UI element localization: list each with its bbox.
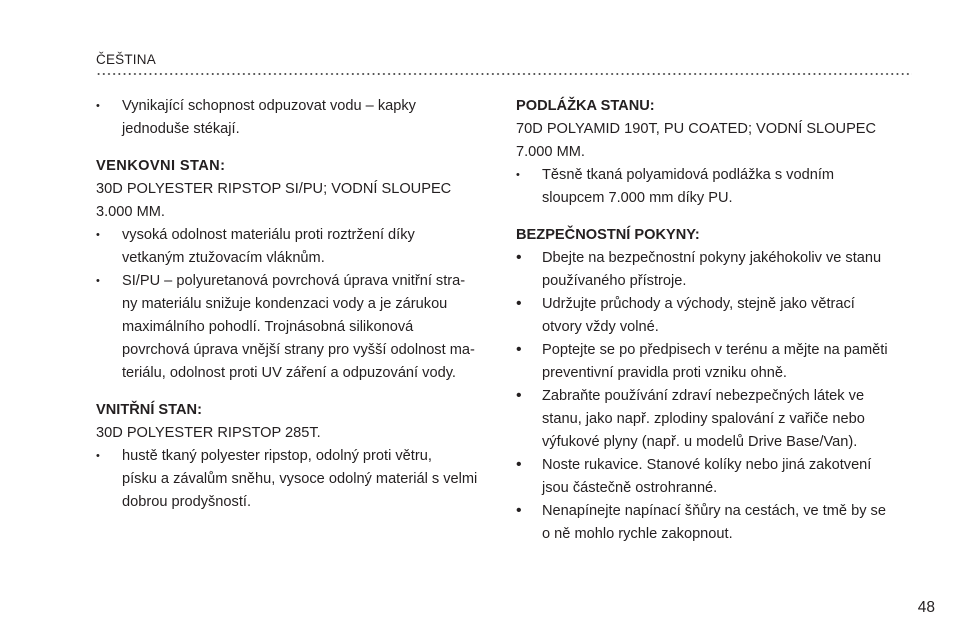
list-item-line: stanu, jako např. zplodiny spalování z vařiče nebo — [542, 411, 865, 427]
bullet-marker: • — [96, 450, 100, 462]
list-item-line: používaného přístroje. — [542, 273, 687, 289]
dotted-divider — [96, 72, 912, 76]
list-item-line: Udržujte průchody a východy, stejně jako větrací — [542, 296, 855, 312]
floor-section — [516, 95, 911, 210]
spec-line: 30D POLYESTER RIPSTOP SI/PU; VODNÍ SLOUPEC — [96, 181, 452, 197]
inner-tent-bullet-list — [96, 445, 496, 514]
bullet-marker: • — [516, 295, 522, 312]
list-item — [516, 164, 911, 210]
list-item-line: Těsně tkaná polyamidová podlážka s vodním — [542, 167, 835, 183]
spec-line: 30D POLYESTER RIPSTOP 285T. — [96, 425, 321, 441]
list-item-line: Noste rukavice. Stanové kolíky nebo jiná zakotvení — [542, 457, 872, 473]
bullet-marker: • — [516, 169, 520, 181]
list-item-line: jsou částečně ostrohranné. — [542, 480, 718, 496]
inner-tent-section — [96, 399, 496, 514]
floor-title: PODLÁŽKA STANU: — [516, 98, 655, 114]
list-item-line: maximálního pohodlí. Trojnásobná silikonová — [122, 319, 414, 335]
list-item — [516, 454, 911, 500]
list-item — [516, 500, 911, 546]
safety-section — [516, 224, 911, 546]
bullet-marker: • — [516, 387, 522, 404]
outer-tent-spec — [96, 178, 496, 224]
list-item-line: sloupcem 7.000 mm díky PU. — [542, 190, 733, 206]
list-item-line: vetkaným ztužovacím vláknům. — [122, 250, 325, 266]
list-item-line: Vynikající schopnost odpuzovat vodu – kapky — [122, 98, 416, 114]
bullet-marker: • — [96, 100, 100, 112]
inner-tent-spec — [96, 422, 496, 445]
bullet-marker: • — [516, 249, 522, 266]
list-item-line: Poptejte se po předpisech v terénu a mějte na paměti — [542, 342, 888, 358]
outer-tent-title: VENKOVNI STAN: — [96, 158, 226, 174]
list-item-line: vysoká odolnost materiálu proti roztržení díky — [122, 227, 415, 243]
list-item-line: preventivní pravidla proti vzniku ohně. — [542, 365, 787, 381]
floor-spec — [516, 118, 911, 164]
left-column — [96, 95, 496, 514]
list-item — [516, 247, 911, 293]
list-item-line: o ně mohlo rychle zakopnout. — [542, 526, 733, 542]
page-number: 48 — [917, 599, 935, 616]
bullet-marker: • — [516, 502, 522, 519]
bullet-marker: • — [96, 275, 100, 287]
list-item — [96, 270, 496, 385]
bullet-marker: • — [516, 456, 522, 473]
list-item — [516, 339, 911, 385]
safety-title: BEZPEČNOSTNÍ POKYNY: — [516, 227, 700, 243]
list-item-line: hustě tkaný polyester ripstop, odolný proti větru, — [122, 448, 432, 464]
safety-bullet-list — [516, 247, 911, 546]
list-item-line: jednoduše stékají. — [122, 121, 240, 137]
list-item-line: SI/PU – polyuretanová povrchová úprava vnitřní stra- — [122, 273, 466, 289]
list-item-line: teriálu, odolnost proti UV záření a odpuzování vody. — [122, 365, 456, 381]
bullet-marker: • — [96, 229, 100, 241]
list-item-line: Dbejte na bezpečnostní pokyny jakéhokoliv ve stanu — [542, 250, 882, 266]
spec-line: 7.000 MM. — [516, 144, 585, 160]
list-item-line: Nenapínejte napínací šňůry na cestách, ve tmě by se — [542, 503, 886, 519]
list-item-line: povrchová úprava vnější strany pro vyšší odolnost ma- — [122, 342, 475, 358]
inner-tent-title: VNITŘNÍ STAN: — [96, 402, 202, 418]
list-item-line: výfukové plyny (např. u modelů Drive Base/Van). — [542, 434, 858, 450]
list-item-line: ny materiálu snižuje kondenzaci vody a je zárukou — [122, 296, 448, 312]
list-item — [96, 224, 496, 270]
list-item — [96, 95, 496, 141]
list-item — [516, 293, 911, 339]
spec-line: 3.000 MM. — [96, 204, 165, 220]
outer-tent-bullet-list — [96, 224, 496, 385]
list-item-line: písku a závalům sněhu, vysoce odolný materiál s velmi — [122, 471, 478, 487]
list-item — [96, 445, 496, 514]
floor-bullet-list — [516, 164, 911, 210]
bullet-marker: • — [516, 341, 522, 358]
list-item-line: dobrou prodyšností. — [122, 494, 251, 510]
list-item — [516, 385, 911, 454]
outer-tent-section — [96, 155, 496, 385]
language-header: ČEŠTINA — [96, 52, 156, 67]
list-item-line: otvory vždy volné. — [542, 319, 659, 335]
right-column — [516, 95, 911, 546]
spec-line: 70D POLYAMID 190T, PU COATED; VODNÍ SLOUPEC — [516, 121, 877, 137]
intro-bullet-list — [96, 95, 496, 141]
list-item-line: Zabraňte používání zdraví nebezpečných látek ve — [542, 388, 865, 404]
